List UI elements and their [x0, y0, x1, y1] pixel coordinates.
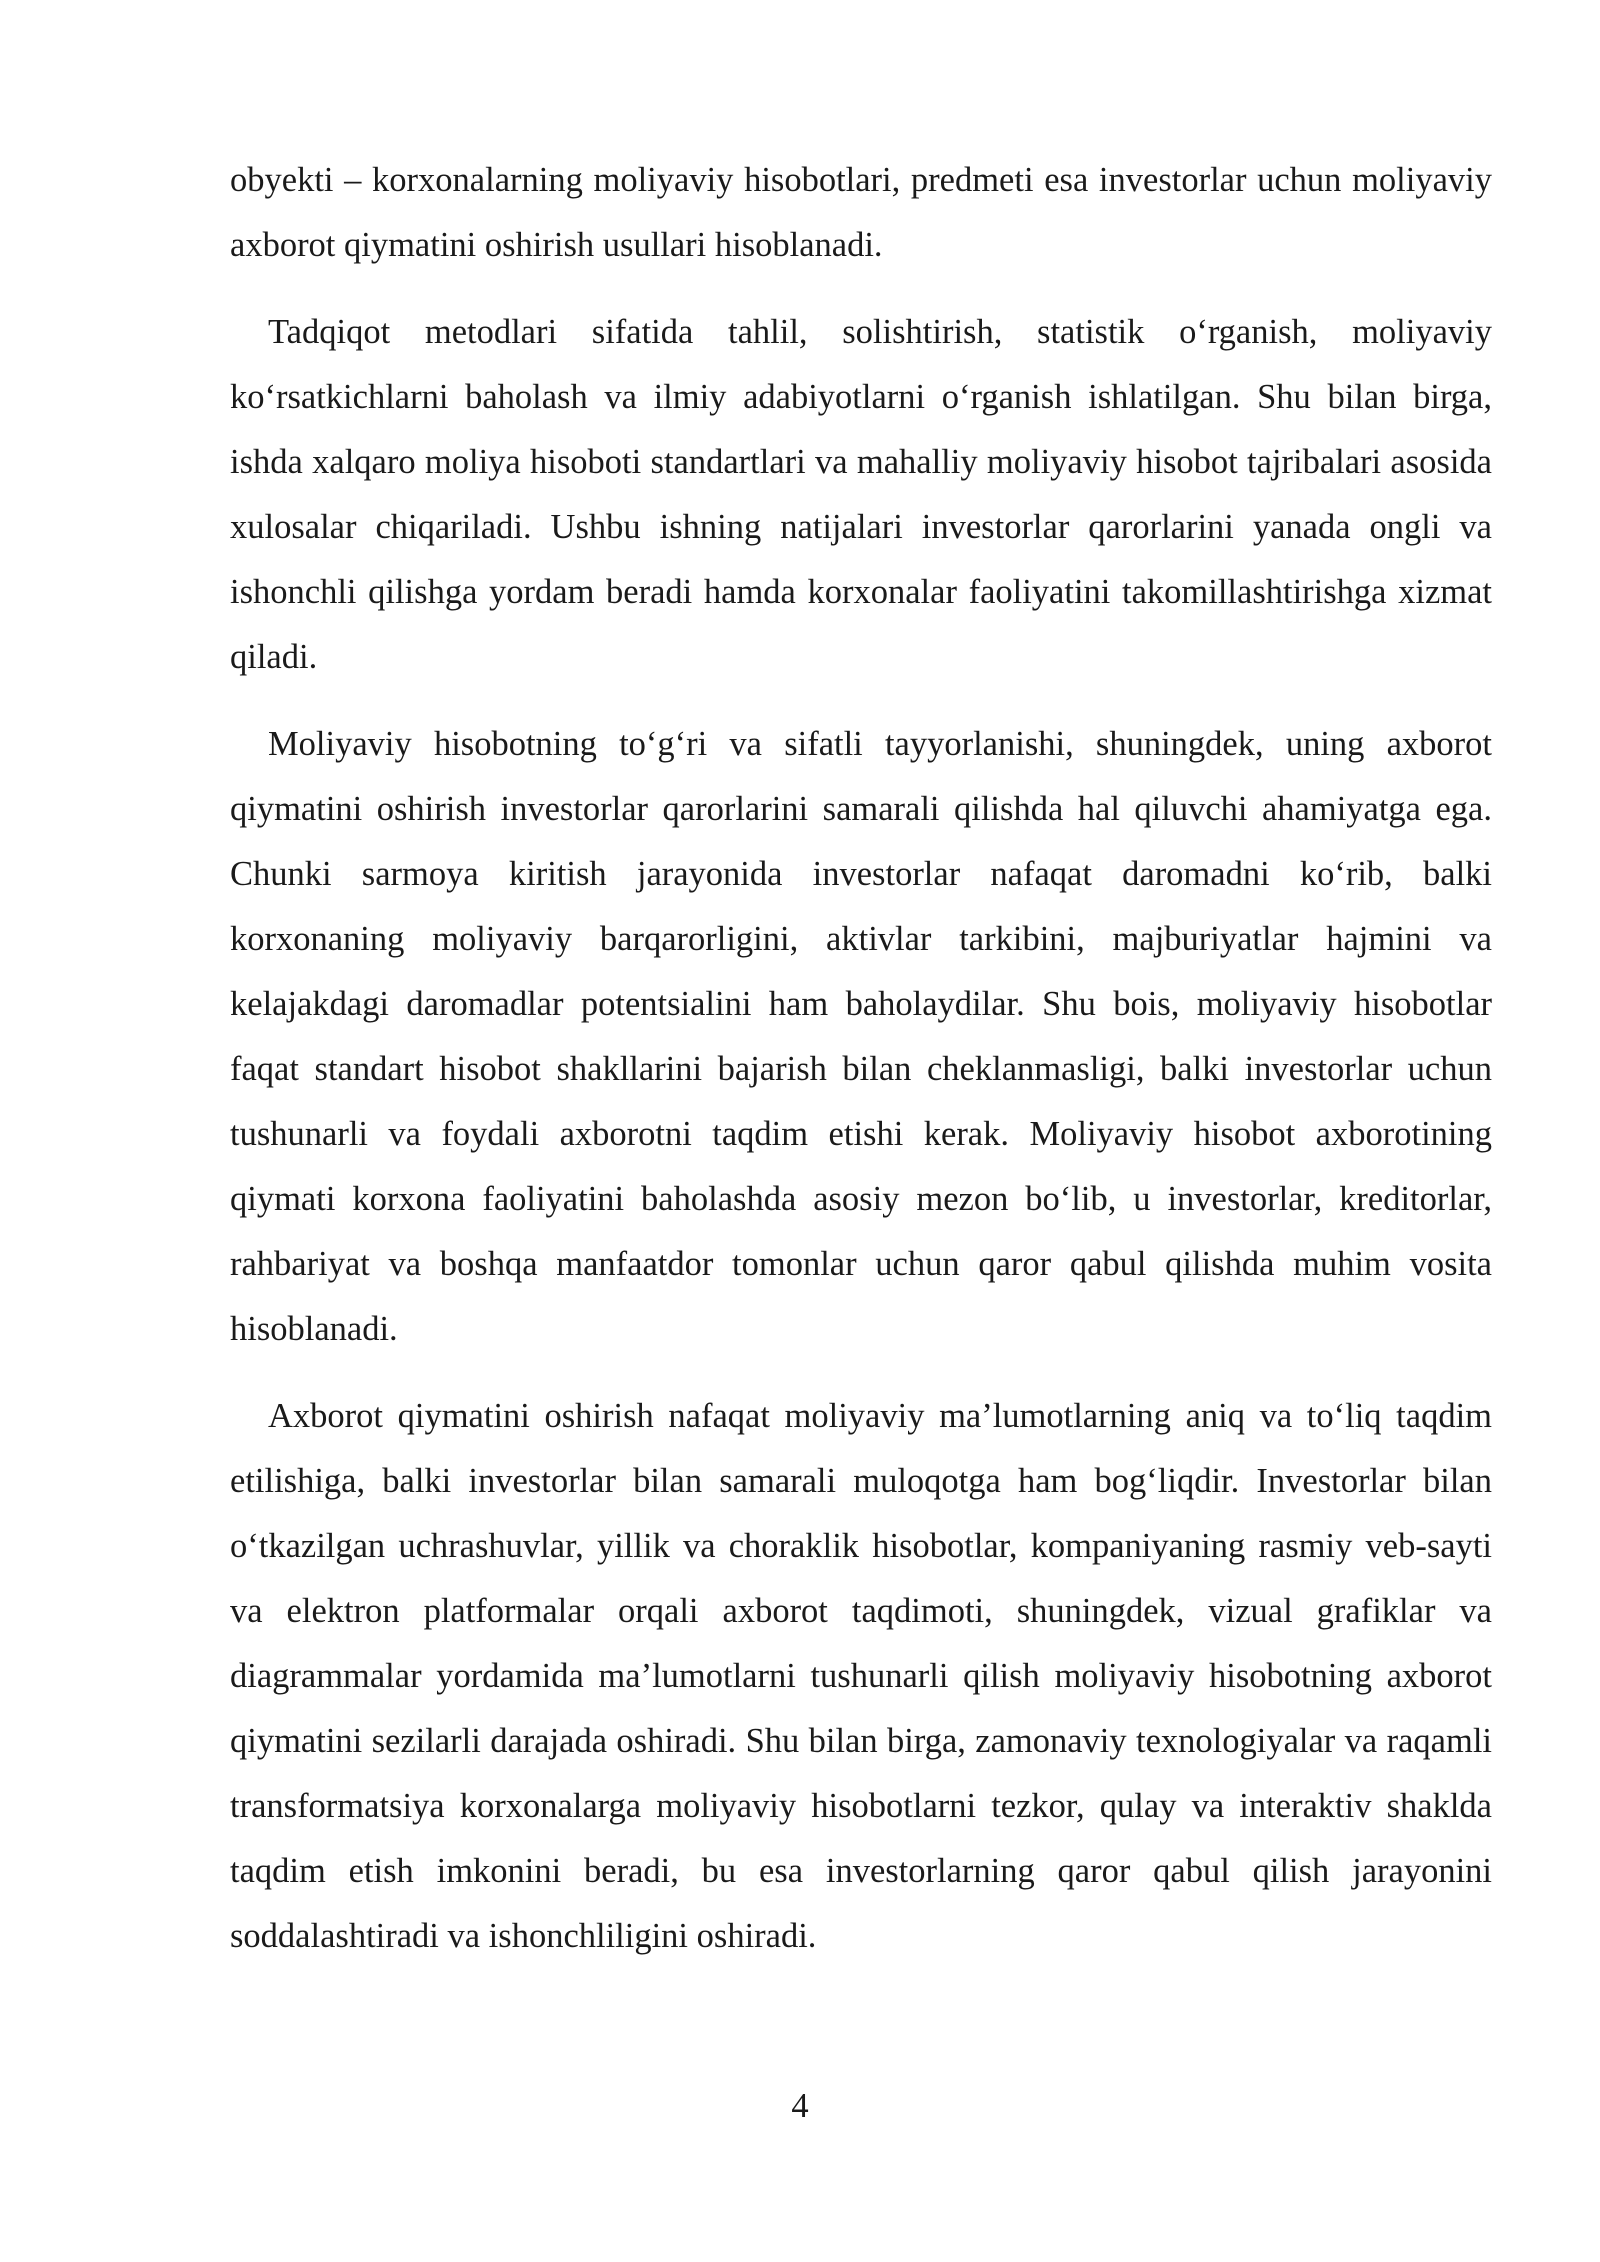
paragraph-financial-reporting: Moliyaviy hisobotning to‘g‘ri va sifatli tayyorlanishi, shuningdek, uning axborot qiymatini oshirish investorlar qarorlarini samarali qilishda hal qiluvchi ahamiyatga ega. Chunki sarmoya kiritish jarayonida investorlar nafaqat daromadni ko‘rib, balki korxonaning moliyaviy barqarorligini, aktivlar tarkibini, majburiyatlar hajmini va kelajakdagi daromadlar potentsialini ham baholaydilar. Shu bois, moliyaviy hisobotlar faqat standart hisobot shakllarini bajarish bilan cheklanmasligi, balki investorlar uchun tushunarli va foydali axborotni taqdim etishi kerak. Moliyaviy hisobot axborotining qiymati korxona faoliyatini baholashda asosiy mezon bo‘lib, u investorlar, kreditorlar, rahbariyat va boshqa manfaatdor tomonlar uchun qaror qabul qilishda muhim vosita hisoblanadi. [230, 725, 1492, 1348]
paragraph-research-methods: Tadqiqot metodlari sifatida tahlil, solishtirish, statistik o‘rganish, moliyaviy ko‘rsatkichlarni baholash va ilmiy adabiyotlarni o‘rganish ishlatilgan. Shu bilan birga, ishda xalqaro moliya hisoboti standartlari va mahalliy moliyaviy hisobot tajribalari asosida xulosalar chiqariladi. Ushbu ishning natijalari investorlar qarorlarini yanada ongli va ishonchli qilishga yordam beradi hamda korxonalar faoliyatini takomillashtirishga xizmat qiladi. [230, 313, 1492, 676]
page-number: 4 [791, 2087, 809, 2125]
body-text [230, 148, 1492, 1991]
paragraph-information-value: Axborot qiymatini oshirish nafaqat moliyaviy ma’lumotlarning aniq va to‘liq taqdim etilishiga, balki investorlar bilan samarali muloqotga ham bog‘liqdir. Investorlar bilan o‘tkazilgan uchrashuvlar, yillik va choraklik hisobotlar, kompaniyaning rasmiy veb-sayti va elektron platformalar orqali axborot taqdimoti, shuningdek, vizual grafiklar va diagrammalar yordamida ma’lumotlarni tushunarli qilish moliyaviy hisobotning axborot qiymatini sezilarli darajada oshiradi. Shu bilan birga, zamonaviy texnologiyalar va raqamli transformatsiya korxonalarga moliyaviy hisobotlarni tezkor, qulay va interaktiv shaklda taqdim etish imkonini beradi, bu esa investorlarning qaror qabul qilish jarayonini soddalashtiradi va ishonchliligini oshiradi. [230, 1397, 1492, 1955]
paragraph-continuation: obyekti – korxonalarning moliyaviy hisobotlari, predmeti esa investorlar uchun moliyaviy axborot qiymatini oshirish usullari hisoblanadi. [230, 161, 1492, 264]
